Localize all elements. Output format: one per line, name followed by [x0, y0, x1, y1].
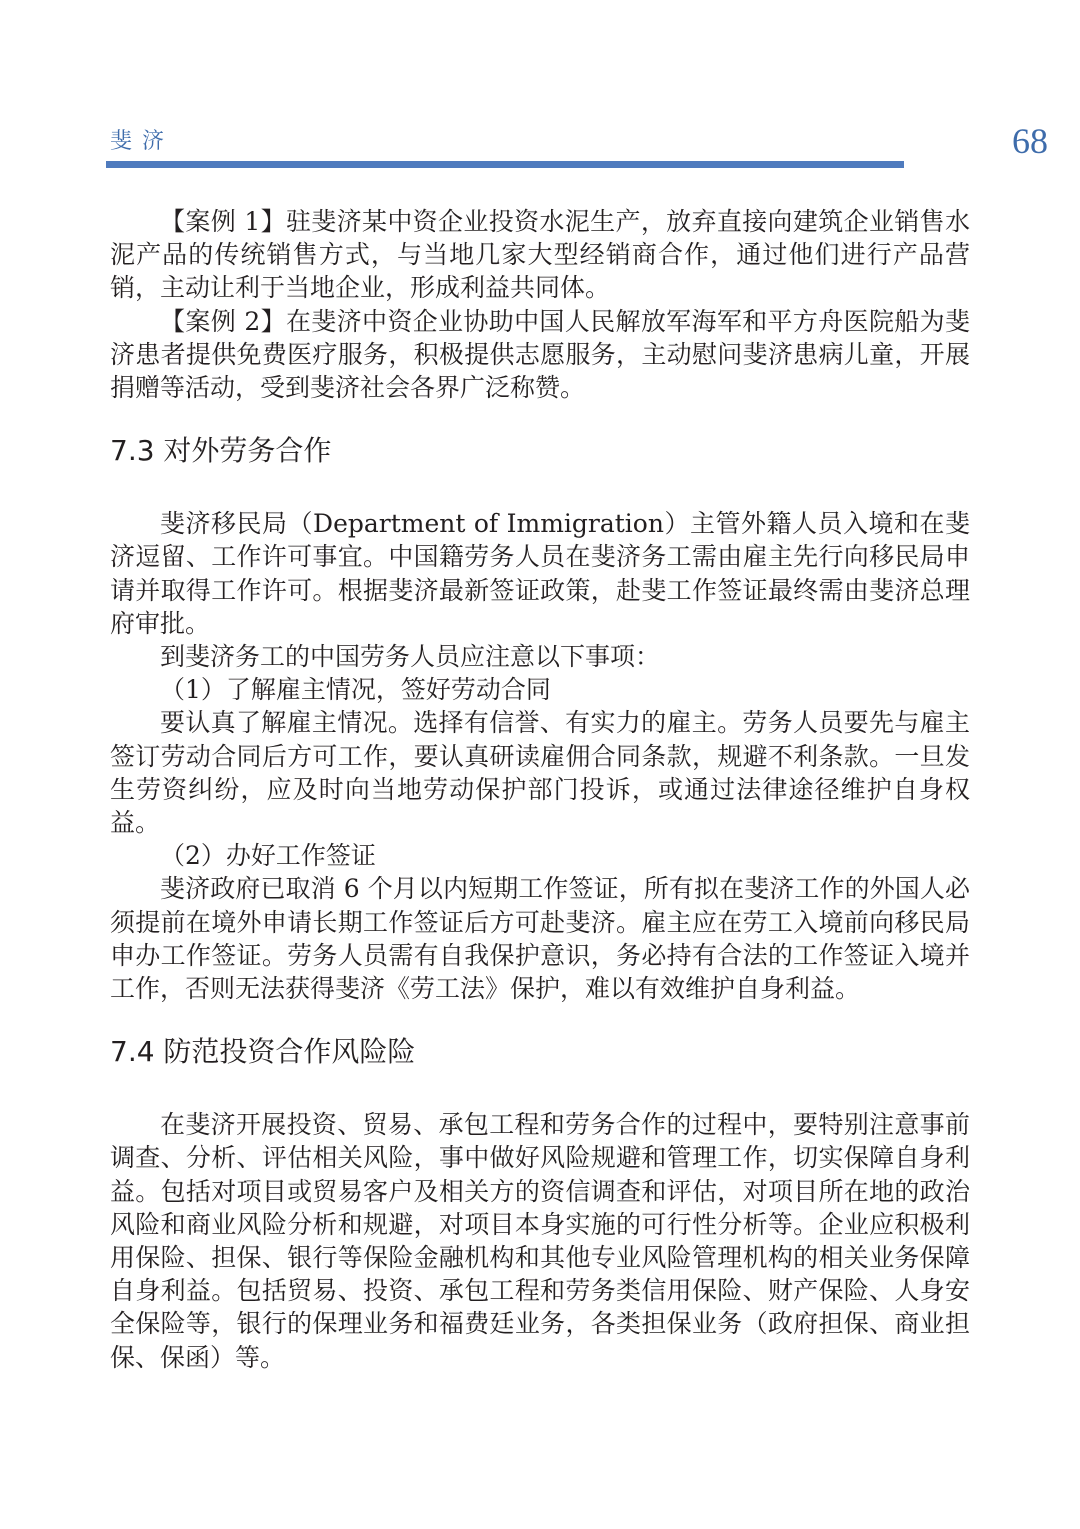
section-7-4-heading: 7.4 防范投资合作风险险	[110, 1035, 416, 1069]
case-1-paragraph: 【案例 1】驻斐济某中资企业投资水泥生产，放弃直接向建筑企业销售水泥产品的传统销售方式，与当地几家大型经销商合作，通过他们进行产品营销，主动让利于当地企业，形成利益共同体。	[110, 207, 970, 303]
item-1-title: （1）了解雇主情况，签好劳动合同	[160, 675, 551, 705]
section-7-3-heading: 7.3 对外劳务合作	[110, 434, 332, 468]
page-body	[110, 205, 970, 1374]
header-rule	[106, 161, 904, 168]
case-2-paragraph: 【案例 2】在斐济中资企业协助中国人民解放军海军和平方舟医院船为斐济患者提供免费医疗服务，积极提供志愿服务，主动慰问斐济患病儿童，开展捐赠等活动，受到斐济社会各界广泛称赞。	[110, 306, 970, 403]
notice-lead-paragraph: 到斐济务工的中国劳务人员应注意以下事项：	[160, 642, 661, 672]
item-2-title: （2）办好工作签证	[160, 841, 376, 871]
header-country-name: 斐济	[110, 129, 175, 154]
immigration-paragraph: 斐济移民局（Department of Immigration）主管外籍人员入境和在斐济逗留、工作许可事宜。中国籍劳务人员在斐济务工需由雇主先行向移民局申请并取得工作许可。根据斐济最新签证政策，赴斐工作签证最终需由斐济总理府审批。	[110, 509, 970, 638]
item-1-paragraph: 要认真了解雇主情况。选择有信誉、有实力的雇主。劳务人员要先与雇主签订劳动合同后方可工作，要认真研读雇佣合同条款，规避不利条款。一旦发生劳资纠纷，应及时向当地劳动保护部门投诉，或通过法律途径维护自身权益。	[110, 708, 970, 838]
risk-paragraph: 在斐济开展投资、贸易、承包工程和劳务合作的过程中，要特别注意事前调查、分析、评估相关风险，事中做好风险规避和管理工作，切实保障自身利益。包括对项目或贸易客户及相关方的资信调查和评估，对项目所在地的政治风险和商业风险分析和规避，对项目本身实施的可行性分析等。企业应积极利用保险、担保、银行等保险金融机构和其他专业风险管理机构的相关业务保障自身利益。包括贸易、投资、承包工程和劳务类信用保险、财产保险、人身安全保险等，银行的保理业务和福费廷业务，各类担保业务（政府担保、商业担保、保函）等。	[110, 1110, 970, 1372]
page-number: 68	[1012, 121, 1048, 161]
item-2-paragraph: 斐济政府已取消 6 个月以内短期工作签证，所有拟在斐济工作的外国人必须提前在境外申请长期工作签证后方可赴斐济。雇主应在劳工入境前向移民局申办工作签证。劳务人员需有自我保护意识，务必持有合法的工作签证入境并工作，否则无法获得斐济《劳工法》保护，难以有效维护自身利益。	[110, 874, 970, 1004]
